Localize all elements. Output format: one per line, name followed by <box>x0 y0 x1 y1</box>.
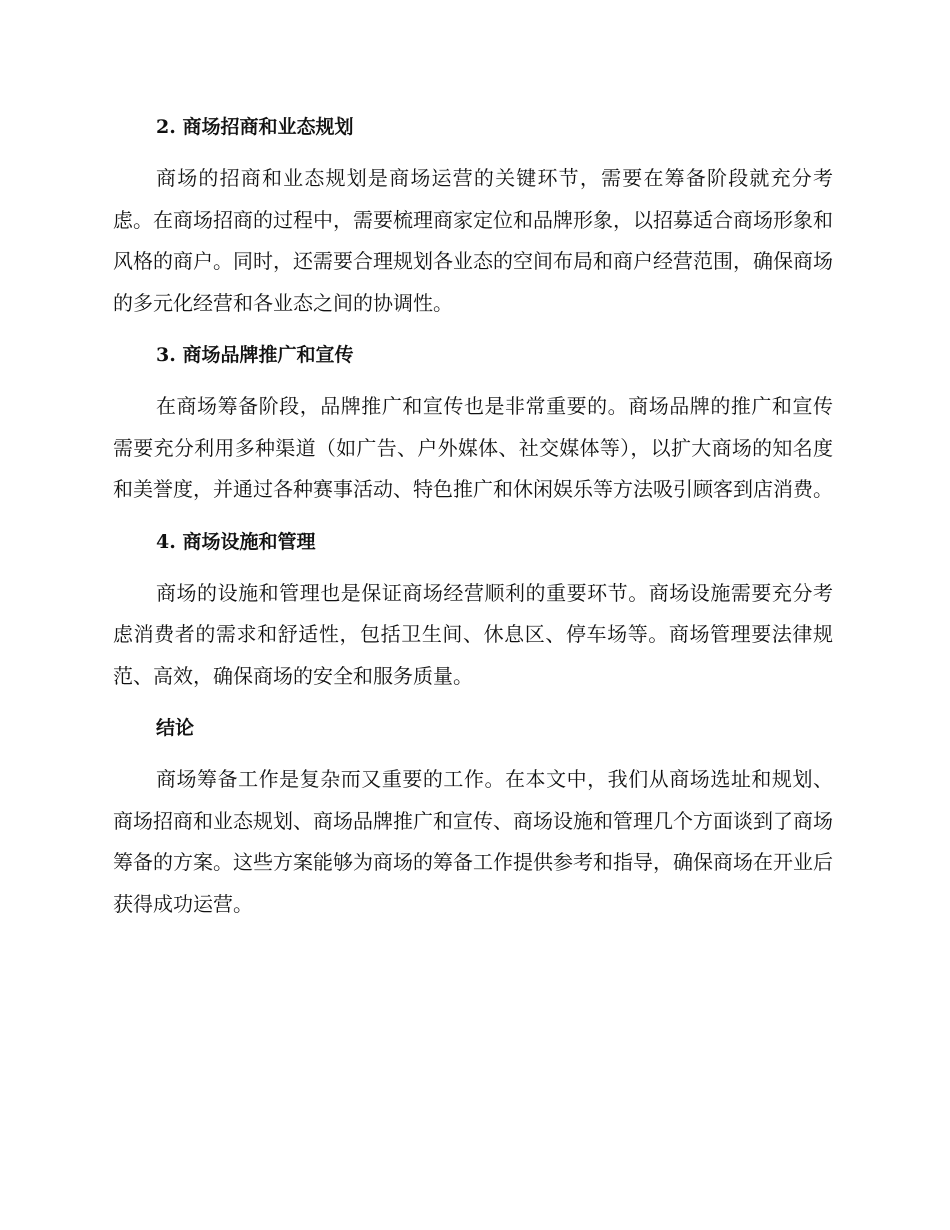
section-heading: 2. 商场招商和业态规划 <box>156 116 354 138</box>
document-body <box>113 110 833 939</box>
section-paragraph: 商场的招商和业态规划是商场运营的关键环节，需要在筹备阶段就充分考虑。在商场招商的过程中，需要梳理商家定位和品牌形象，以招募适合商场形象和风格的商户。同时，还需要合理规划各业态的空间布局和商户经营范围，确保商场的多元化经营和各业态之间的协调性。 <box>113 166 833 315</box>
section-paragraph: 在商场筹备阶段，品牌推广和宣传也是非常重要的。商场品牌的推广和宣传需要充分利用多种渠道（如广告、户外媒体、社交媒体等），以扩大商场的知名度和美誉度，并通过各种赛事活动、特色推广和休闲娱乐等方法吸引顾客到店消费。 <box>113 394 833 501</box>
section-paragraph: 商场的设施和管理也是保证商场经营顺利的重要环节。商场设施需要充分考虑消费者的需求和舒适性，包括卫生间、休息区、停车场等。商场管理要法律规范、高效，确保商场的安全和服务质量。 <box>113 580 833 688</box>
section-heading: 3. 商场品牌推广和宣传 <box>156 344 354 366</box>
conclusion-heading: 结论 <box>156 717 195 739</box>
conclusion-paragraph: 商场筹备工作是复杂而又重要的工作。在本文中，我们从商场选址和规划、商场招商和业态规划、商场品牌推广和宣传、商场设施和管理几个方面谈到了商场筹备的方案。这些方案能够为商场的筹备工作提供参考和指导，确保商场在开业后获得成功运营。 <box>113 767 833 916</box>
section-heading: 4. 商场设施和管理 <box>156 530 316 553</box>
